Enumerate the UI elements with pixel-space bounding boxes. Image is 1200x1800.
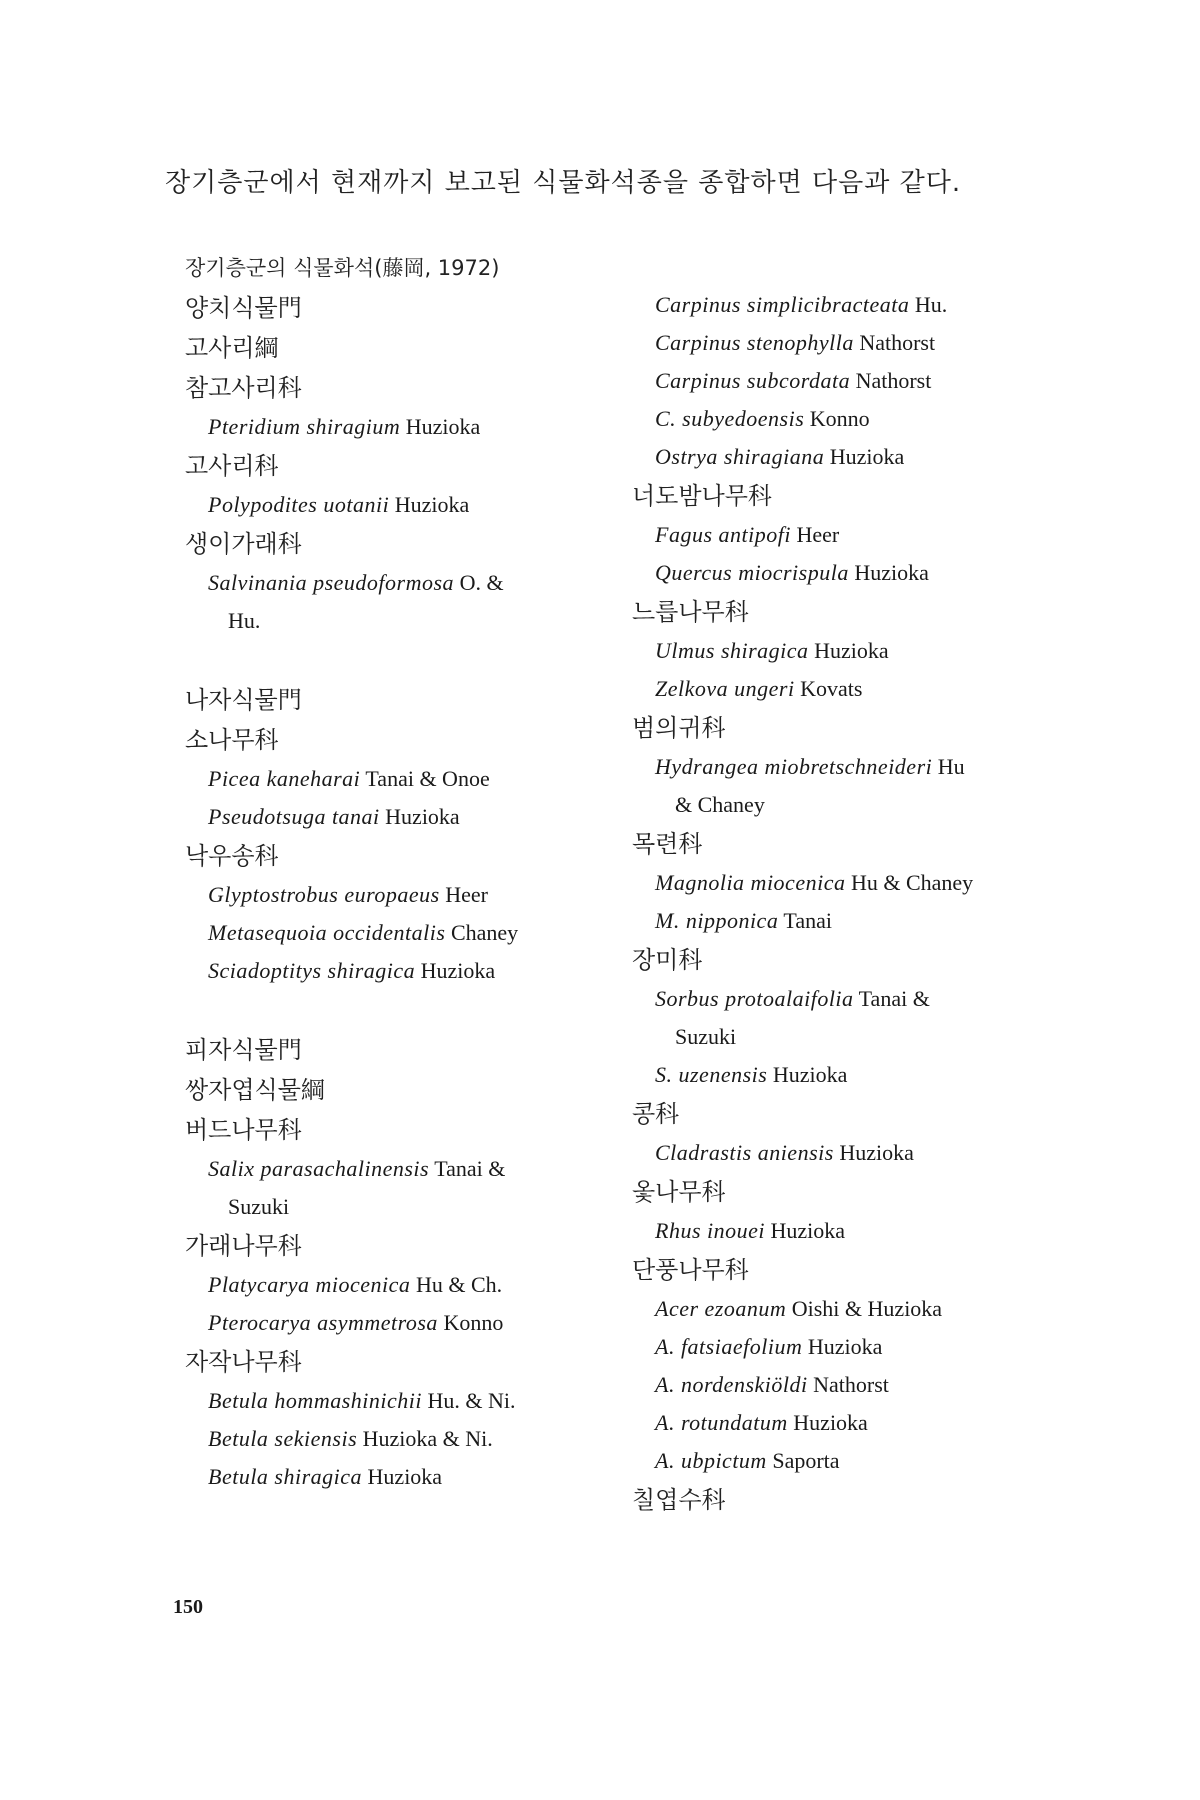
taxon-heading: 피자식물門 xyxy=(185,1036,302,1064)
taxon-heading: 쌍자엽식물綱 xyxy=(185,1076,325,1104)
taxon-heading: 생이가래科 xyxy=(185,530,302,558)
left-column xyxy=(185,248,625,1496)
species-entry xyxy=(632,1212,1042,1250)
species-entry xyxy=(185,1382,625,1420)
species-entry xyxy=(185,1150,625,1188)
species-author: Huzioka xyxy=(824,444,905,469)
species-name: Betula shiragica xyxy=(208,1464,363,1489)
taxon-heading: 가래나무科 xyxy=(185,1232,302,1260)
species-name: A. ubpictum xyxy=(655,1448,767,1473)
species-author: Heer xyxy=(790,522,840,547)
taxon-heading: 나자식물門 xyxy=(185,686,302,714)
species-entry xyxy=(632,864,1042,902)
species-author: Huzioka xyxy=(362,1464,443,1489)
species-entry xyxy=(632,400,1042,438)
taxon-heading: 장기층군의 식물화석(藤岡, 1972) xyxy=(185,256,500,280)
species-name: Acer ezoanum xyxy=(655,1296,787,1321)
species-name: Pseudotsuga tanai xyxy=(208,804,380,829)
species-name: Carpinus subcordata xyxy=(655,368,851,393)
species-name: Fagus antipofi xyxy=(655,522,791,547)
species-name: Rhus inouei xyxy=(655,1218,765,1243)
species-author: Hu xyxy=(932,754,965,779)
species-entry xyxy=(632,1366,1042,1404)
species-author: Tanai xyxy=(778,908,832,933)
species-author: Hu. & Ni. xyxy=(421,1388,516,1413)
species-entry xyxy=(185,798,625,836)
species-entry xyxy=(632,748,1042,786)
species-entry xyxy=(185,876,625,914)
species-entry xyxy=(632,902,1042,940)
species-name: Salix parasachalinensis xyxy=(208,1156,430,1181)
species-entry xyxy=(185,1420,625,1458)
taxon-heading: 고사리綱 xyxy=(185,334,279,362)
species-author: O. & xyxy=(454,570,504,595)
species-entry xyxy=(632,516,1042,554)
taxon-heading: 양치식물門 xyxy=(185,294,302,322)
species-name: Betula hommashinichii xyxy=(208,1388,422,1413)
spacer xyxy=(185,990,625,1030)
species-author: Huzioka xyxy=(848,560,929,585)
species-author: Huzioka xyxy=(765,1218,846,1243)
species-name: Metasequoia occidentalis xyxy=(208,920,446,945)
species-author: Konno xyxy=(804,406,870,431)
species-author: Nathorst xyxy=(807,1372,889,1397)
species-entry xyxy=(185,408,625,446)
species-continuation: Suzuki xyxy=(228,1194,290,1219)
taxon-heading: 참고사리科 xyxy=(185,374,302,402)
species-name: Pteridium shiragium xyxy=(208,414,401,439)
species-entry xyxy=(185,760,625,798)
taxon-heading: 낙우송科 xyxy=(185,842,279,870)
species-entry xyxy=(185,1266,625,1304)
taxon-heading: 버드나무科 xyxy=(185,1116,302,1144)
species-entry xyxy=(632,286,1042,324)
species-author: Hu & Ch. xyxy=(410,1272,503,1297)
species-name: Carpinus stenophylla xyxy=(655,330,854,355)
species-entry xyxy=(185,564,625,602)
species-entry xyxy=(185,914,625,952)
species-author: Huzioka xyxy=(767,1062,848,1087)
species-name: Ostrya shiragiana xyxy=(655,444,825,469)
species-name: M. nipponica xyxy=(655,908,779,933)
species-author: Huzioka xyxy=(833,1140,914,1165)
species-entry xyxy=(632,438,1042,476)
species-author: Nathorst xyxy=(853,330,936,355)
intro-sentence: 장기층군에서 현재까지 보고된 식물화석종을 종합하면 다음과 같다. xyxy=(165,168,962,198)
species-name: Carpinus simplicibracteata xyxy=(655,292,910,317)
species-author: Huzioka xyxy=(400,414,481,439)
species-continuation: Suzuki xyxy=(675,1024,737,1049)
taxon-heading: 고사리科 xyxy=(185,452,279,480)
species-author: Saporta xyxy=(766,1448,840,1473)
species-author: Tanai & xyxy=(853,986,930,1011)
species-continuation: Hu. xyxy=(228,608,261,633)
species-entry xyxy=(632,1290,1042,1328)
species-name: Sciadoptitys shiragica xyxy=(208,958,416,983)
taxon-heading: 자작나무科 xyxy=(185,1348,302,1376)
species-author: Huzioka xyxy=(808,638,889,663)
species-name: Quercus miocrispula xyxy=(655,560,849,585)
species-name: Platycarya miocenica xyxy=(208,1272,411,1297)
species-name: Hydrangea miobretschneideri xyxy=(655,754,933,779)
species-name: Polypodites uotanii xyxy=(208,492,390,517)
species-entry xyxy=(632,1134,1042,1172)
species-entry xyxy=(185,1304,625,1342)
species-author: Kovats xyxy=(794,676,863,701)
species-name: Zelkova ungeri xyxy=(655,676,795,701)
species-author: Huzioka & Ni. xyxy=(357,1426,493,1451)
taxon-heading: 장미科 xyxy=(632,946,703,974)
species-author: Hu & Chaney xyxy=(845,870,974,895)
right-column xyxy=(632,286,1042,1520)
taxon-heading: 단풍나무科 xyxy=(632,1256,749,1284)
species-name: S. uzenensis xyxy=(655,1062,768,1087)
species-name: Glyptostrobus europaeus xyxy=(208,882,440,907)
species-entry xyxy=(632,1404,1042,1442)
taxon-heading: 옻나무科 xyxy=(632,1178,726,1206)
species-name: Ulmus shiragica xyxy=(655,638,809,663)
page-number: 150 xyxy=(173,1596,203,1618)
species-entry xyxy=(632,1056,1042,1094)
species-author: Huzioka xyxy=(415,958,496,983)
species-author: Chaney xyxy=(445,920,519,945)
taxon-heading: 소나무科 xyxy=(185,726,279,754)
species-author: Konno xyxy=(437,1310,504,1335)
species-entry xyxy=(632,1328,1042,1366)
taxon-heading: 목련科 xyxy=(632,830,703,858)
taxon-heading: 콩科 xyxy=(632,1100,680,1128)
spacer xyxy=(185,640,625,680)
species-name: A. nordenskiöldi xyxy=(655,1372,808,1397)
species-name: A. rotundatum xyxy=(655,1410,788,1435)
species-name: C. subyedoensis xyxy=(655,406,805,431)
species-author: Tanai & xyxy=(429,1156,506,1181)
species-author: Oishi & Huzioka xyxy=(786,1296,943,1321)
species-name: Magnolia miocenica xyxy=(655,870,846,895)
species-name: Picea kaneharai xyxy=(208,766,361,791)
taxon-heading: 느릅나무科 xyxy=(632,598,749,626)
species-name: Betula sekiensis xyxy=(208,1426,358,1451)
species-name: Salvinania pseudoformosa xyxy=(208,570,455,595)
species-entry xyxy=(185,952,625,990)
species-author: Tanai & Onoe xyxy=(360,766,490,791)
species-author: Heer xyxy=(439,882,488,907)
taxon-heading: 칠엽수科 xyxy=(632,1486,726,1514)
species-name: Cladrastis aniensis xyxy=(655,1140,834,1165)
species-entry xyxy=(632,362,1042,400)
species-entry xyxy=(632,324,1042,362)
species-author: Hu. xyxy=(909,292,948,317)
species-entry xyxy=(632,1442,1042,1480)
taxon-heading: 범의귀科 xyxy=(632,714,726,742)
species-name: Sorbus protoalaifolia xyxy=(655,986,854,1011)
species-entry xyxy=(632,554,1042,592)
species-continuation: & Chaney xyxy=(675,792,765,817)
species-entry xyxy=(632,980,1042,1018)
species-entry xyxy=(185,1458,625,1496)
species-entry xyxy=(632,632,1042,670)
species-name: Pterocarya asymmetrosa xyxy=(208,1310,438,1335)
species-author: Huzioka xyxy=(389,492,470,517)
taxon-heading: 너도밤나무科 xyxy=(632,482,772,510)
species-entry xyxy=(185,486,625,524)
species-author: Huzioka xyxy=(787,1410,868,1435)
species-author: Huzioka xyxy=(802,1334,883,1359)
species-name: A. fatsiaefolium xyxy=(655,1334,803,1359)
species-author: Huzioka xyxy=(379,804,460,829)
species-entry xyxy=(632,670,1042,708)
species-author: Nathorst xyxy=(850,368,932,393)
